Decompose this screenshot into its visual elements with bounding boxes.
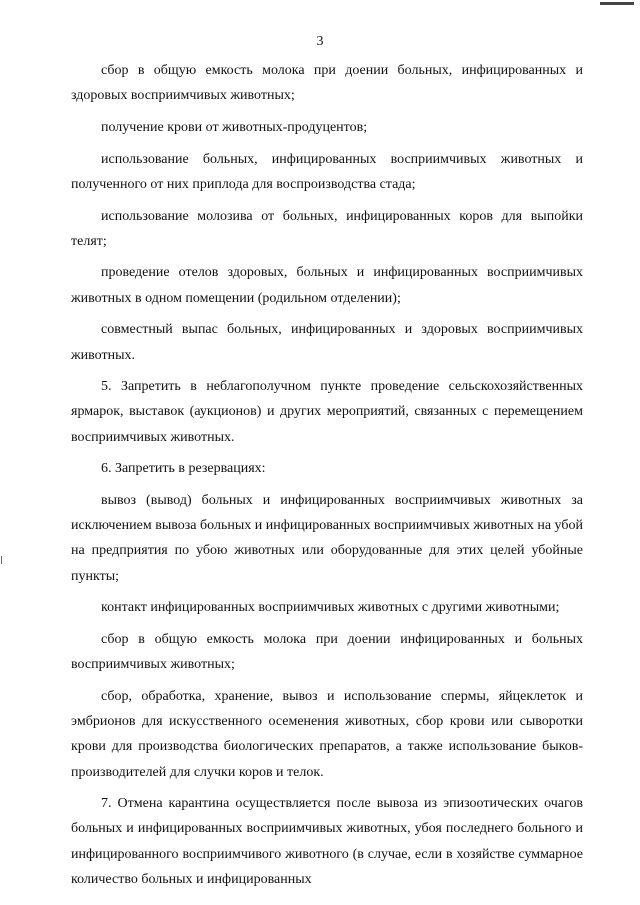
- paragraph-item-6-heading: 6. Запретить в резервациях:: [101, 461, 266, 477]
- page-number: 3: [316, 34, 324, 49]
- scan-margin-tick: [1, 556, 2, 564]
- scan-edge-mark: [600, 2, 634, 5]
- paragraph-joint-grazing: совместный выпас больных, инфицированных и здоровых восприимчивых животных.: [71, 322, 583, 363]
- paragraph-sperm-use: сбор, обработка, хранение, вывоз и использование спермы, яйцеклеток и эмбрионов для искусственного осеменения животных, сбор крови или сыворотки крови для производства биологических препаратов, а также использование быков-производителей для случки коров и телок.: [71, 688, 583, 780]
- paragraph-item-5: 5. Запретить в неблагополучном пункте проведение сельскохозяйственных ярмарок, выставок (аукционов) и других мероприятий, связанных с перемещением восприимчивых животных.: [71, 379, 583, 445]
- paragraph-breeding-use: использование больных, инфицированных восприимчивых животных и полученного от них приплода для воспроизводства стада;: [71, 151, 583, 192]
- paragraph-milk-collection: сбор в общую емкость молока при доении больных, инфицированных и здоровых восприимчивых животных;: [71, 63, 583, 104]
- paragraph-blood-collection: получение крови от животных-продуцентов;: [101, 119, 368, 135]
- document-body: [71, 58, 583, 892]
- paragraph-milk-reservation: сбор в общую емкость молока при доении инфицированных и больных восприимчивых животных;: [71, 632, 583, 673]
- paragraph-item-7: 7. Отмена карантина осуществляется после вывоза из эпизоотических очагов больных и инфицированных восприимчивых животных, убоя последнего больного и инфицированного восприимчивого животного (в случае, если в хозяйстве суммарное количество больных и инфицированных: [71, 796, 583, 887]
- paragraph-export-ban: вывоз (вывод) больных и инфицированных восприимчивых животных за исключением вывоза больных и инфицированных восприимчивых животных на убой на предприятия по убою животных или оборудованные для этих целей убойные пункты;: [71, 493, 583, 584]
- paragraph-colostrum-use: использование молозива от больных, инфицированных коров для выпойки телят;: [71, 208, 583, 249]
- paragraph-calving: проведение отелов здоровых, больных и инфицированных восприимчивых животных в одном помещении (родильном отделении);: [71, 265, 583, 306]
- paragraph-contact-ban: контакт инфицированных восприимчивых животных с другими животными;: [101, 600, 560, 616]
